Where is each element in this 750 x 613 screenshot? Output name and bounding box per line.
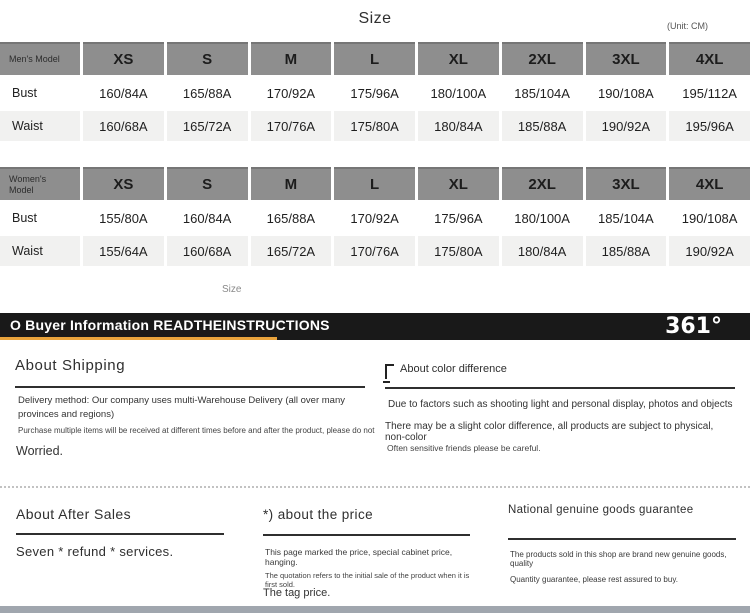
value-cell: 190/92A: [586, 111, 667, 141]
value-cell: 170/92A: [350, 210, 399, 226]
value-cell: 170/76A: [251, 111, 332, 141]
genuine-line-1: The products sold in this shop are brand new genuine goods, quality: [510, 550, 727, 568]
size-header-cell: XL: [418, 167, 499, 200]
value-cell: 190/108A: [598, 85, 654, 101]
banner-title: O Buyer Information READTHEINSTRUCTIONS: [10, 317, 330, 333]
brand-logo-361: 361°: [665, 314, 722, 339]
value-cell: 160/68A: [167, 236, 248, 266]
unit-label: (Unit: CM): [667, 21, 708, 31]
about-after-sales-heading: About After Sales: [16, 506, 224, 535]
about-shipping-heading: About Shipping: [15, 357, 365, 388]
price-line-3: The tag price.: [263, 587, 331, 599]
size-header-cell: L: [334, 167, 415, 200]
value-cell: 190/92A: [669, 236, 750, 266]
value-cell: 165/72A: [167, 111, 248, 141]
about-color-difference-heading: [385, 360, 735, 389]
color-difference-line-2: There may be a slight color difference, all products are subject to physical, non-color: [385, 421, 714, 443]
size-header-cell: 3XL: [586, 42, 667, 75]
after-sales-line-1: Seven * refund * services.: [16, 544, 174, 559]
size-header-cell: S: [167, 167, 248, 200]
bottom-strip: [0, 606, 750, 613]
corner-bracket-icon: [385, 364, 394, 379]
value-cell: 165/72A: [251, 236, 332, 266]
price-line-1: This page marked the price, special cabinet price, hanging.: [265, 547, 453, 567]
color-difference-line-1: Due to factors such as shooting light and personal display, photos and objects: [388, 399, 733, 410]
size-header-cell: 4XL: [669, 167, 750, 200]
size-header-cell: S: [167, 42, 248, 75]
value-cell: 195/112A: [682, 85, 737, 101]
price-line-2: The quotation refers to the initial sale of the product when it is first sold.: [265, 571, 470, 589]
value-cell: 175/80A: [418, 236, 499, 266]
mens-size-table: [0, 42, 750, 141]
shipping-line-2: Purchase multiple items will be received at different times before and after the product, please do not: [18, 426, 375, 435]
value-cell: 190/108A: [681, 210, 738, 226]
value-cell: 185/88A: [586, 236, 667, 266]
womens-size-table: [0, 167, 750, 266]
page-title: Size: [358, 10, 392, 27]
value-cell: 180/84A: [418, 111, 499, 141]
value-cell: 180/100A: [430, 85, 487, 101]
size-header-cell: 3XL: [586, 167, 667, 200]
shipping-line-3: Worried.: [16, 444, 64, 458]
value-cell: 165/88A: [182, 85, 232, 101]
size-header-cell: 2XL: [502, 42, 583, 75]
row-label-cell: Waist: [0, 111, 80, 141]
size-header-cell: M: [251, 167, 332, 200]
size-header-cell: XS: [83, 42, 164, 75]
value-cell: 160/84A: [182, 210, 232, 226]
model-header-cell: Women's Model: [0, 167, 80, 200]
banner-accent-bar: [0, 337, 277, 340]
value-cell: 170/76A: [334, 236, 415, 266]
color-difference-line-3: Often sensitive friends please be careful.: [387, 443, 541, 453]
size-caption: Size: [222, 284, 242, 295]
size-header-cell: XL: [418, 42, 499, 75]
model-header-cell: Men's Model: [0, 42, 80, 75]
value-cell: 185/104A: [598, 210, 654, 226]
genuine-goods-heading: National genuine goods guarantee: [508, 504, 736, 540]
value-cell: 175/80A: [334, 111, 415, 141]
size-header-cell: 2XL: [502, 167, 583, 200]
value-cell: 160/68A: [83, 111, 164, 141]
value-cell: 170/92A: [266, 85, 316, 101]
value-cell: 175/96A: [434, 210, 483, 226]
color-difference-heading-label: About color difference: [400, 363, 507, 375]
genuine-line-2: Quantity guarantee, please rest assured to buy.: [510, 575, 678, 584]
value-cell: 155/64A: [83, 236, 164, 266]
buyer-information-banner: [0, 313, 750, 340]
value-cell: 195/96A: [669, 111, 750, 141]
row-label-cell: Waist: [0, 236, 80, 266]
value-cell: 160/84A: [99, 85, 148, 101]
size-header-cell: L: [334, 42, 415, 75]
dotted-divider: [0, 486, 750, 488]
value-cell: 185/88A: [502, 111, 583, 141]
value-cell: 165/88A: [266, 210, 316, 226]
size-header-cell: 4XL: [669, 42, 750, 75]
value-cell: 175/96A: [350, 85, 399, 101]
value-cell: 155/80A: [99, 210, 148, 226]
about-price-heading: *) about the price: [263, 507, 470, 536]
row-label-cell: Bust: [12, 211, 38, 225]
row-label-cell: Bust: [12, 86, 38, 100]
shipping-line-1: Delivery method: Our company uses multi-Warehouse Delivery (all over many provinces and regions): [18, 395, 345, 420]
value-cell: 185/104A: [514, 85, 570, 101]
value-cell: 180/84A: [502, 236, 583, 266]
size-header-cell: XS: [83, 167, 164, 200]
value-cell: 180/100A: [514, 210, 570, 226]
size-header-cell: M: [251, 42, 332, 75]
